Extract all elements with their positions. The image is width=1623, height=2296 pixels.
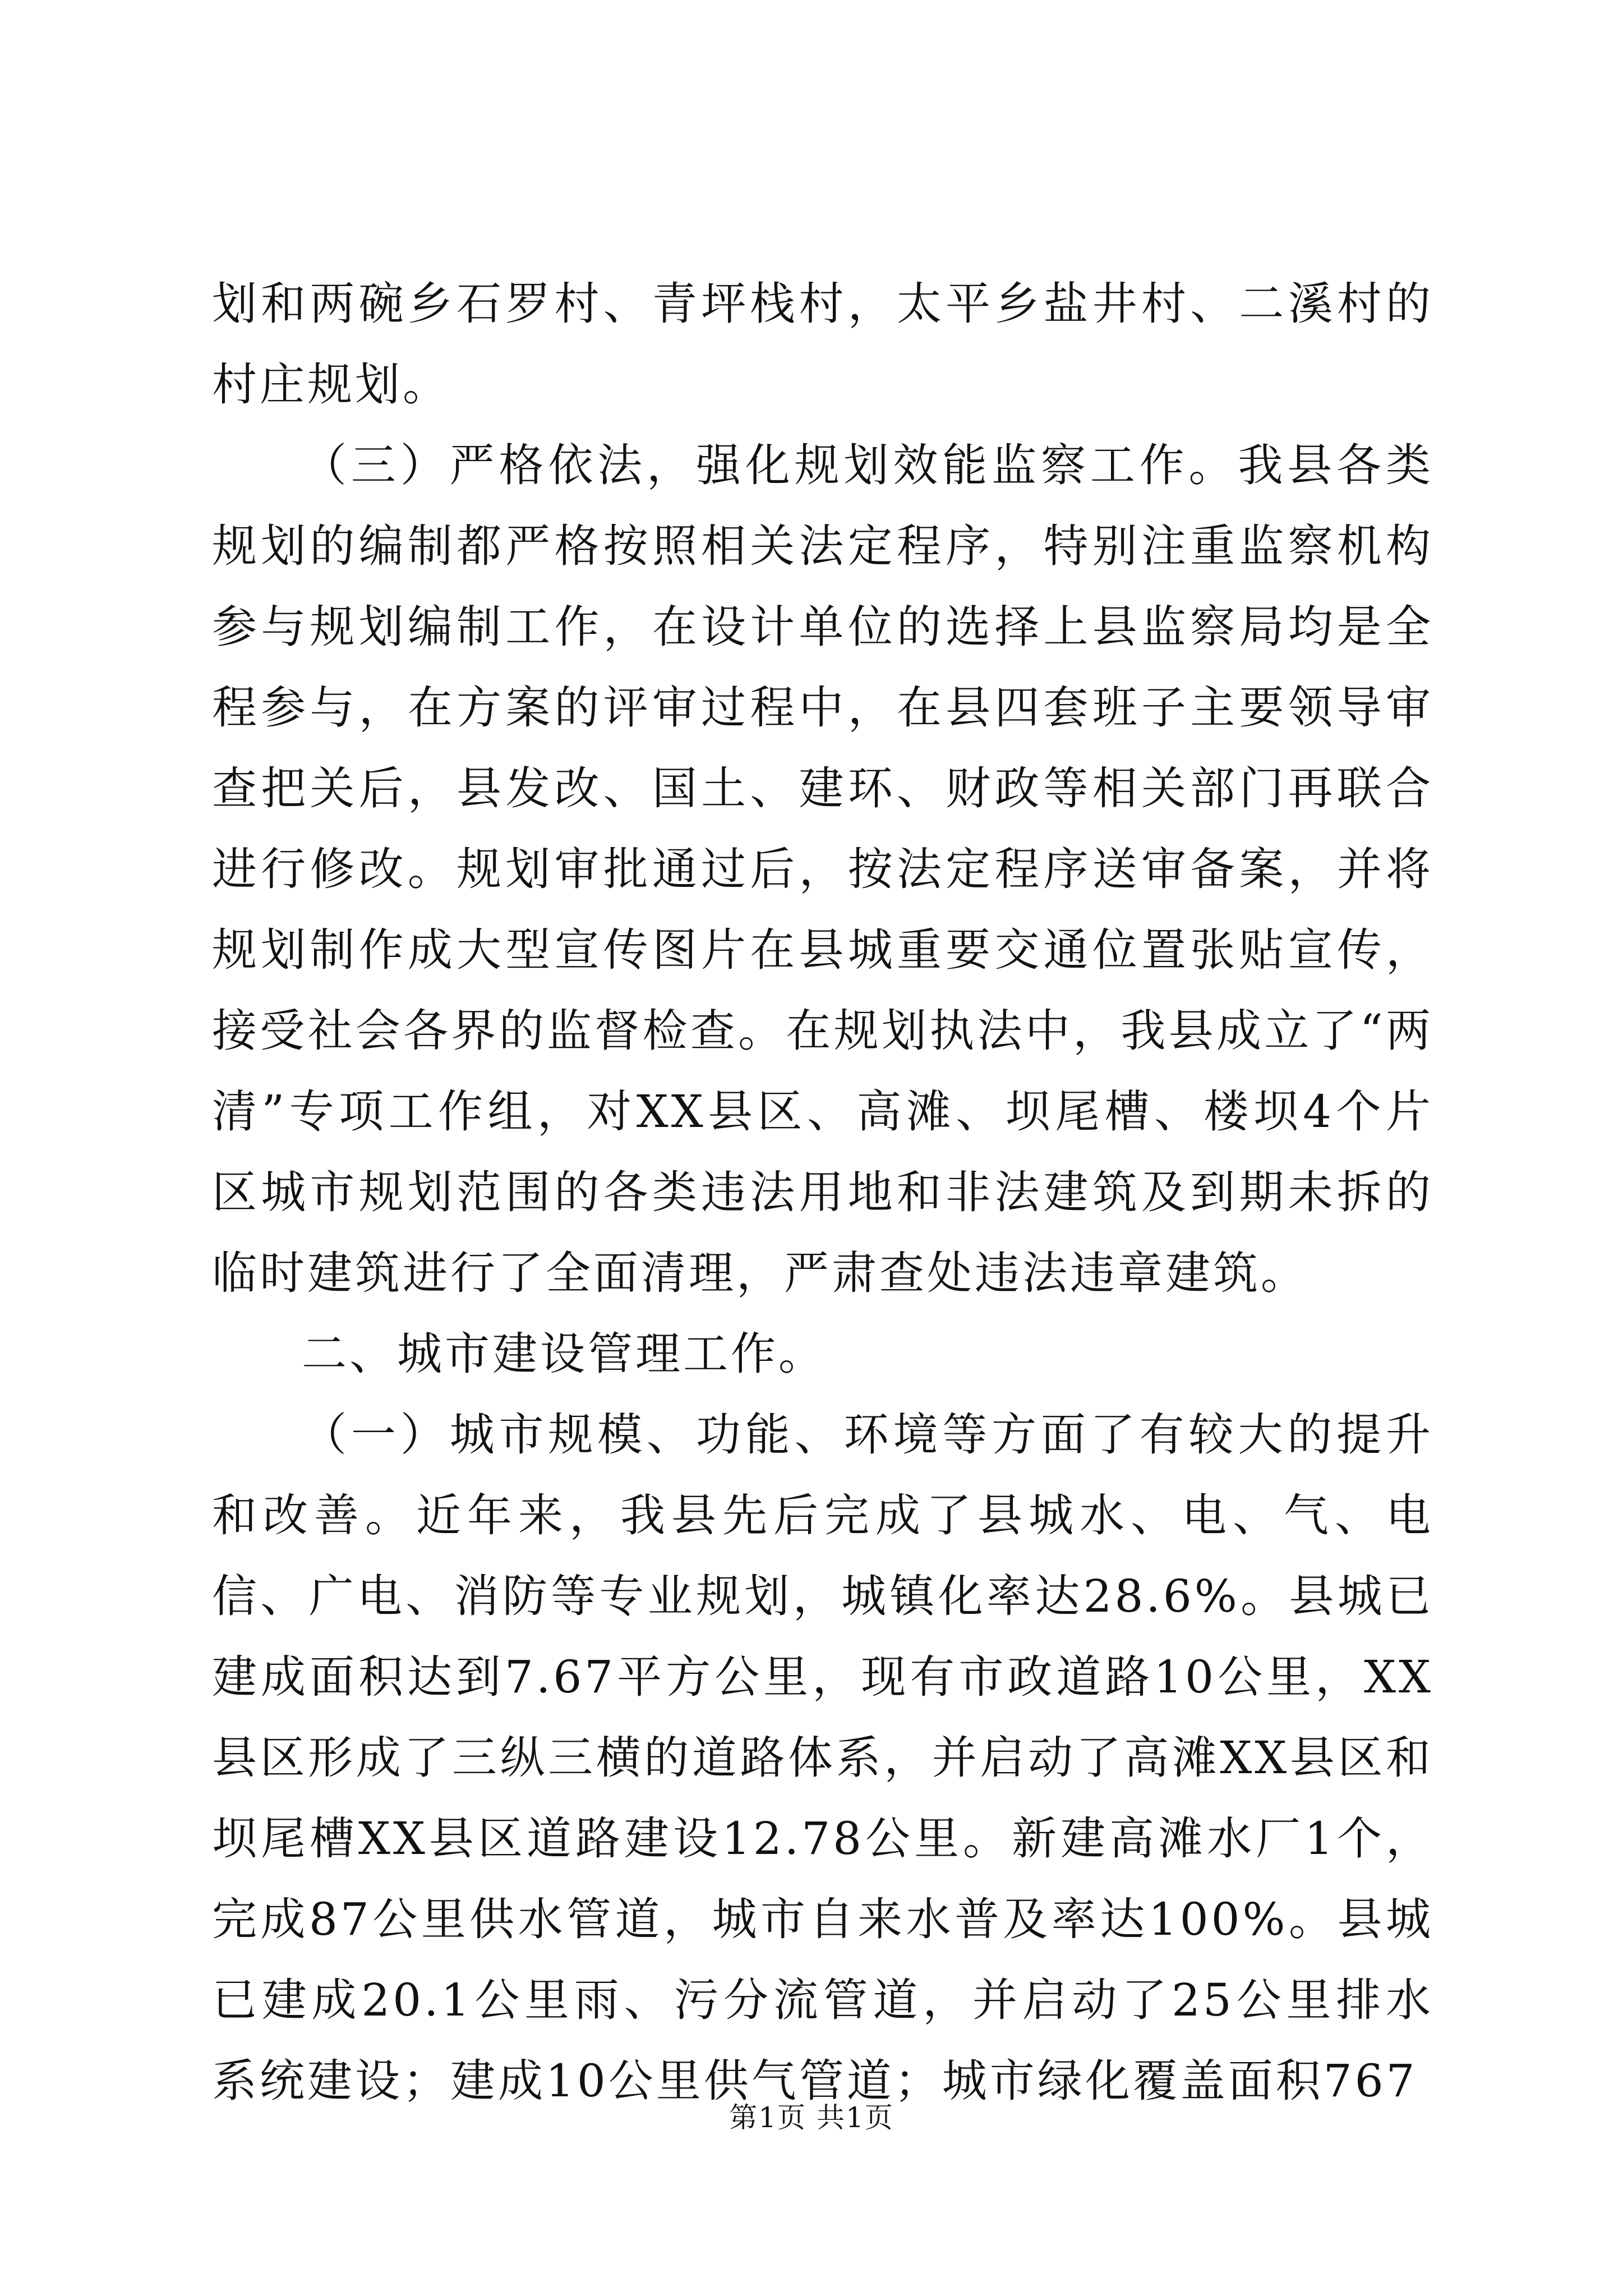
paragraph-subsection-1: （一）城市规模、功能、环境等方面了有较大的提升和改善。近年来，我县先后完成了县城水、电、气、电信、广电、消防等专业规划，城镇化率达28.6%。县城已建成面积达到7.67平方公里，现有市政道路10公里，XX县区形成了三纵三横的道路体系，并启动了高滩XX县区和坝尾槽XX县区道路建设12.78公里。新建高滩水厂1个，完成87公里供水管道，城市自来水普及率达100%。县城已建成20.1公里雨、污分流管道，并启动了25公里排水系统建设；建成10公里供气管道；城市绿化覆盖面积767: [212, 1409, 1433, 2107]
paragraph-section-3: （三）严格依法，强化规划效能监察工作。我县各类规划的编制都严格按照相关法定程序，特别注重监察机构参与规划编制工作，在设计单位的选择上县监察局均是全程参与，在方案的评审过程中，在县四套班子主要领导审查把关后，县发改、国土、建环、财政等相关部门再联合进行修改。规划审批通过后，按法定程序送审备案，并将规划制作成大型宣传图片在县城重要交通位置张贴宣传，接受社会各界的监督检查。在规划执法中，我县成立了“两清”专项工作组，对XX县区、高滩、坝尾槽、楼坝4个片区城市规划范围的各类违法用地和非法建筑及到期未拆的临时建筑进行了全面清理，严肃查处违法违章建筑。: [212, 439, 1433, 1299]
paragraph-continuation: 划和两碗乡石罗村、青坪栈村，太平乡盐井村、二溪村的村庄规划。: [212, 278, 1433, 411]
page-number-footer: 第1页 共1页: [729, 2101, 894, 2134]
section-heading-2: 二、城市建设管理工作。: [302, 1328, 826, 1380]
document-body: [212, 264, 1433, 2122]
